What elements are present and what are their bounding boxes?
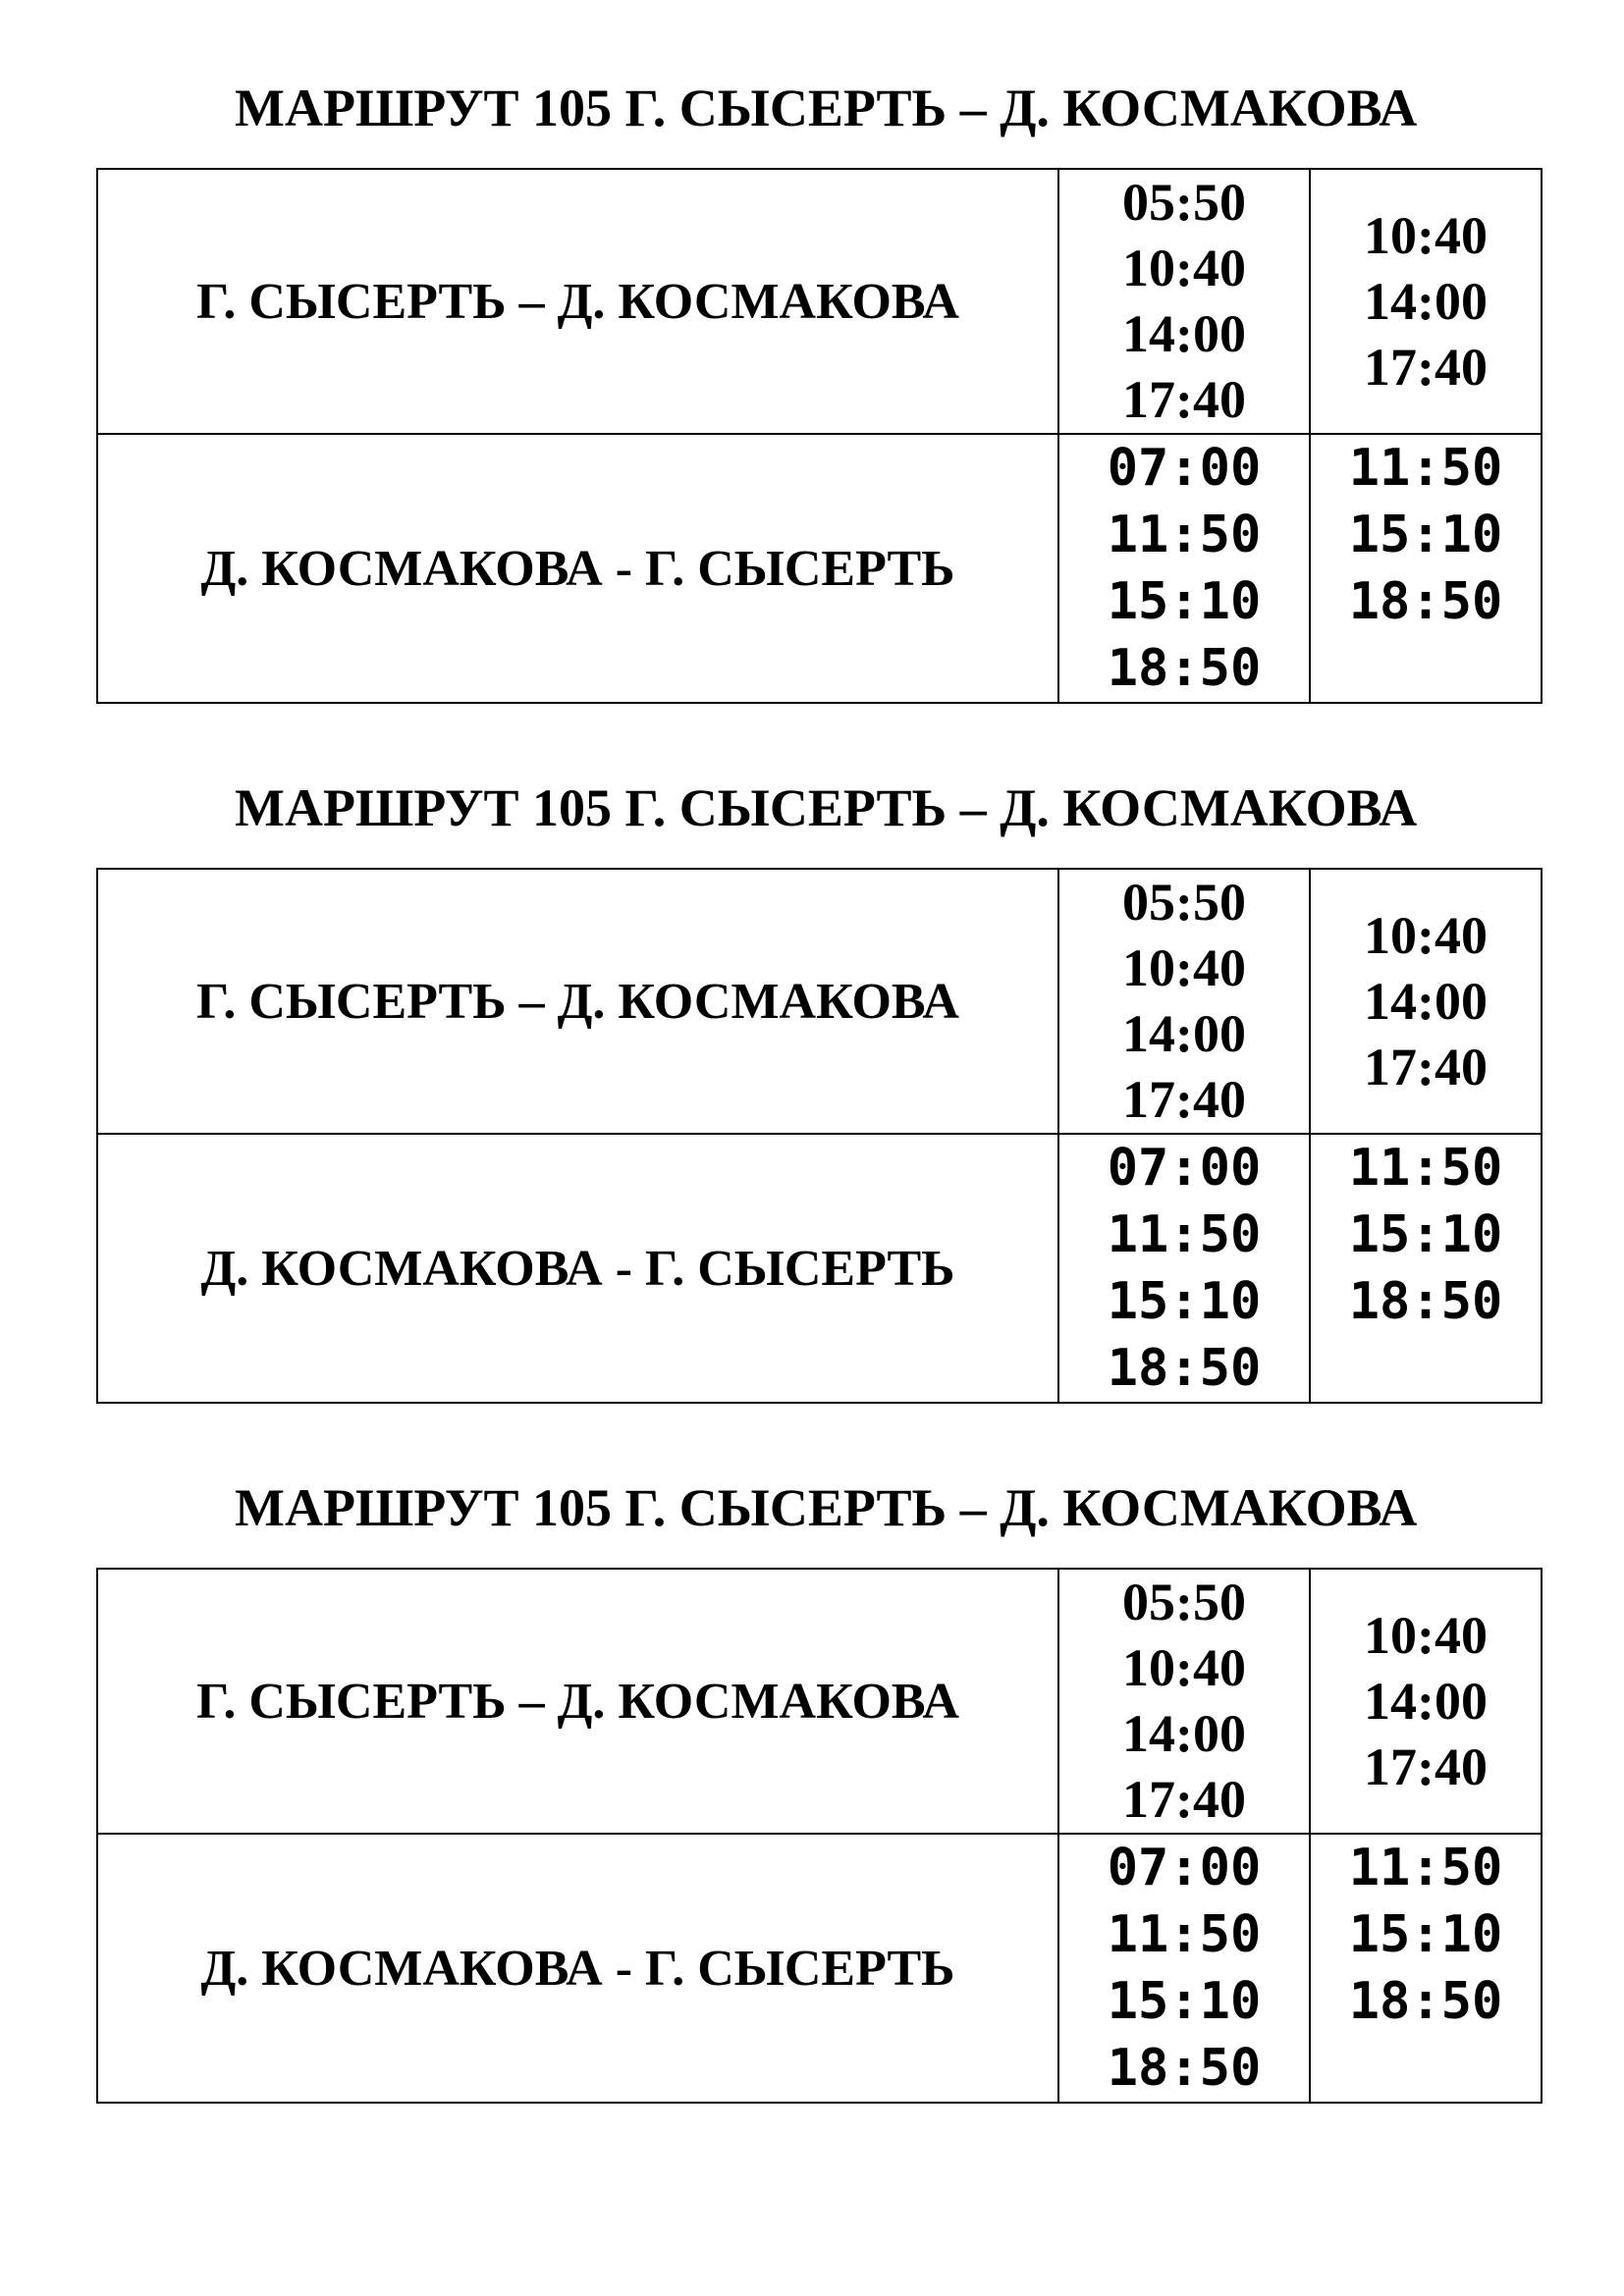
departure-time: 14:00 [1364, 271, 1488, 331]
departure-time: 17:40 [1364, 1736, 1488, 1796]
departure-times-column-1 [1058, 169, 1310, 434]
direction-cell: Г. СЫСЕРТЬ – Д. КОСМАКОВА [97, 1569, 1058, 1834]
departure-time: 10:40 [1364, 205, 1488, 265]
departure-times-column-1 [1058, 1834, 1310, 2103]
departure-time: 05:50 [1122, 173, 1246, 232]
departure-times-column-2 [1310, 169, 1542, 434]
departure-time: 10:40 [1122, 1638, 1246, 1697]
departure-time: 14:00 [1364, 971, 1488, 1031]
departure-time: 10:40 [1364, 905, 1488, 965]
departure-time: 14:00 [1122, 1704, 1246, 1763]
direction-cell: Д. КОСМАКОВА - Г. СЫСЕРТЬ [97, 434, 1058, 703]
departure-times-column-1 [1058, 869, 1310, 1134]
table-row [97, 1134, 1542, 1403]
departure-times-column-2 [1310, 434, 1542, 703]
departure-times-column-1 [1058, 1569, 1310, 1834]
schedule-table [96, 168, 1543, 704]
departure-time: 15:10 [1348, 506, 1503, 564]
route-title: МАРШРУТ 105 Г. СЫСЕРТЬ – Д. КОСМАКОВА [235, 1478, 1418, 1537]
departure-time: 18:50 [1107, 2039, 1262, 2098]
route-title: МАРШРУТ 105 Г. СЫСЕРТЬ – Д. КОСМАКОВА [235, 778, 1418, 837]
departure-times-column-2 [1310, 1569, 1542, 1834]
departure-times-column-1 [1058, 1134, 1310, 1403]
direction-cell: Д. КОСМАКОВА - Г. СЫСЕРТЬ [97, 1834, 1058, 2103]
departure-time: 18:50 [1348, 572, 1503, 631]
departure-time: 18:50 [1107, 1339, 1262, 1398]
departure-time: 07:00 [1107, 1139, 1262, 1198]
departure-time: 11:50 [1348, 1139, 1503, 1198]
departure-time: 17:40 [1364, 337, 1488, 397]
departure-time: 11:50 [1348, 1839, 1503, 1897]
departure-time: 11:50 [1107, 506, 1262, 564]
table-row [97, 869, 1542, 1134]
departure-time: 17:40 [1122, 370, 1246, 429]
departure-time: 15:10 [1107, 572, 1262, 631]
departure-time: 11:50 [1348, 439, 1503, 498]
departure-times-column-1 [1058, 434, 1310, 703]
departure-time: 18:50 [1107, 639, 1262, 698]
schedule-table [96, 1568, 1543, 2104]
table-row [97, 1569, 1542, 1834]
departure-time: 07:00 [1107, 1839, 1262, 1897]
table-row [97, 169, 1542, 434]
departure-time: 14:00 [1122, 304, 1246, 363]
departure-time: 14:00 [1122, 1004, 1246, 1063]
direction-cell: Д. КОСМАКОВА - Г. СЫСЕРТЬ [97, 1134, 1058, 1403]
departure-time: 11:50 [1107, 1205, 1262, 1264]
table-row [97, 1834, 1542, 2103]
departure-time: 15:10 [1348, 1205, 1503, 1264]
departure-times-column-2 [1310, 1134, 1542, 1403]
departure-time: 07:00 [1107, 439, 1262, 498]
departure-time: 18:50 [1348, 1972, 1503, 2031]
departure-time: 05:50 [1122, 1573, 1246, 1631]
departure-time: 15:10 [1107, 1972, 1262, 2031]
schedule-table [96, 868, 1543, 1404]
departure-time: 18:50 [1348, 1272, 1503, 1331]
departure-time: 17:40 [1122, 1070, 1246, 1129]
departure-time: 17:40 [1364, 1037, 1488, 1096]
table-row [97, 434, 1542, 703]
direction-cell: Г. СЫСЕРТЬ – Д. КОСМАКОВА [97, 169, 1058, 434]
departure-time: 17:40 [1122, 1770, 1246, 1829]
departure-time: 15:10 [1348, 1905, 1503, 1964]
departure-time: 10:40 [1364, 1605, 1488, 1665]
departure-time: 05:50 [1122, 873, 1246, 932]
departure-times-column-2 [1310, 1834, 1542, 2103]
route-title: МАРШРУТ 105 Г. СЫСЕРТЬ – Д. КОСМАКОВА [235, 79, 1418, 137]
departure-time: 10:40 [1122, 239, 1246, 297]
departure-times-column-2 [1310, 869, 1542, 1134]
direction-cell: Г. СЫСЕРТЬ – Д. КОСМАКОВА [97, 869, 1058, 1134]
departure-time: 10:40 [1122, 938, 1246, 997]
departure-time: 15:10 [1107, 1272, 1262, 1331]
departure-time: 14:00 [1364, 1671, 1488, 1731]
departure-time: 11:50 [1107, 1905, 1262, 1964]
